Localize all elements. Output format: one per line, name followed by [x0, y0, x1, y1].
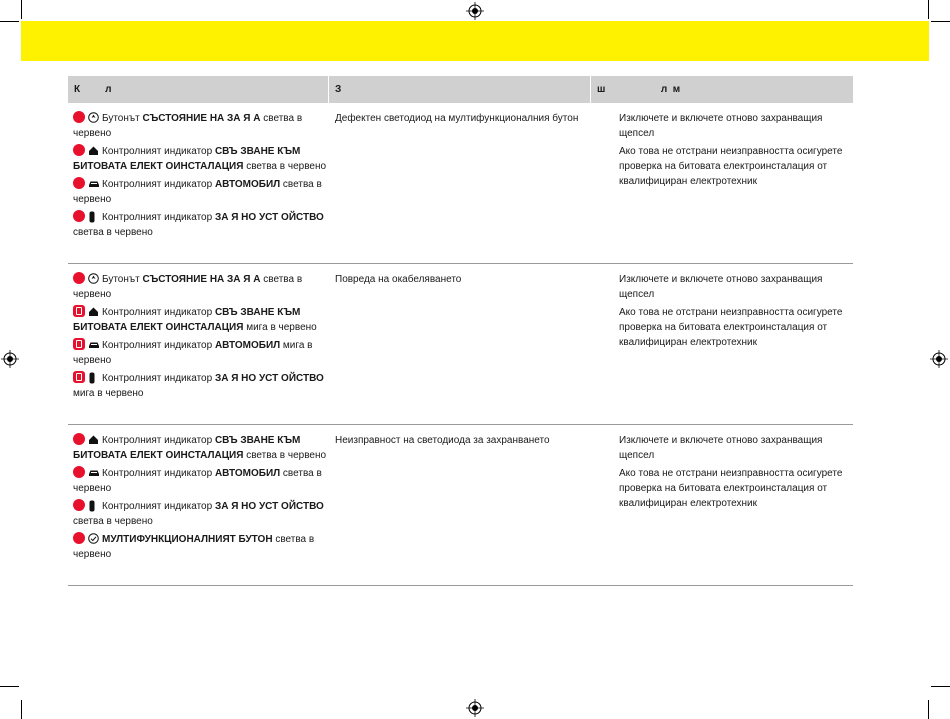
reason-text: Неизправност на светодиода за захранването [335, 435, 550, 446]
crop-mark [0, 686, 19, 687]
registration-mark-icon [466, 2, 484, 20]
indicator-state: мига в червено [73, 340, 313, 366]
indicator-state: светва в червено [243, 161, 327, 172]
remedy-text: Ако това не отстрани неизправността осигурете проверка на битовата електроинсталация от квалифициран електротехник [619, 468, 843, 509]
device-icon [88, 500, 99, 511]
indicator-state: светва в червено [73, 113, 303, 139]
header-cause: К л [68, 76, 329, 103]
remedy-cell [591, 425, 853, 585]
indicator-name: АВТОМОБИЛ [214, 179, 281, 190]
led-red-icon [73, 433, 85, 445]
reason-text: Повреда на окабеляването [335, 274, 462, 285]
indicator-state: светва в червено [73, 534, 315, 560]
indicator-state: светва в червено [243, 450, 327, 461]
crop-mark [928, 0, 929, 19]
indicator-entry [73, 499, 327, 529]
indicator-text: Контролният индикатор [102, 340, 215, 351]
led-blinking-icon [73, 371, 85, 383]
indicator-text: Бутонът [102, 113, 143, 124]
table-row [68, 425, 853, 586]
indicator-text: Контролният индикатор [102, 179, 215, 190]
reason-text: Дефектен светодиод на мултифункционалния бутон [335, 113, 579, 124]
table-row [68, 103, 853, 264]
indicator-text: Контролният индикатор [102, 468, 215, 479]
table-row [68, 264, 853, 425]
indicator-text: Контролният индикатор [102, 212, 215, 223]
multifunction-button-icon [88, 533, 99, 544]
house-icon [88, 145, 99, 156]
registration-mark-icon [466, 699, 484, 717]
indicator-name: СВЪ ЗВАНЕ КЪМ БИТОВАТА ЕЛЕКТ ОИНСТАЛАЦИЯ [73, 307, 301, 333]
indicator-text: Контролният индикатор [102, 501, 215, 512]
remedy-cell [591, 103, 853, 263]
indicator-name: СВЪ ЗВАНЕ КЪМ БИТОВАТА ЕЛЕКТ ОИНСТАЛАЦИЯ [73, 435, 301, 461]
crop-mark [928, 700, 929, 719]
indicator-name: ЗА Я НО УСТ ОЙСТВО [214, 373, 324, 384]
indicator-entry [73, 144, 327, 174]
indicator-state: мига в червено [73, 388, 144, 399]
crop-mark [21, 700, 22, 719]
indicator-entry [73, 466, 327, 496]
cause-cell [68, 103, 329, 263]
header-remedy: ш л м [597, 84, 681, 95]
car-icon [88, 339, 99, 350]
led-blinking-icon [73, 338, 85, 350]
registration-mark-icon [930, 350, 948, 368]
indicator-state: светва в червено [73, 227, 153, 238]
reason-cell [329, 103, 591, 263]
indicator-state: светва в червено [73, 274, 303, 300]
cause-cell [68, 425, 329, 585]
header-band [21, 21, 929, 61]
reason-cell [329, 264, 591, 424]
remedy-text: Изключете и включете отново захранващия щепсел [619, 274, 823, 300]
remedy-text: Изключете и включете отново захранващия щепсел [619, 435, 823, 461]
remedy-text: Изключете и включете отново захранващия щепсел [619, 113, 823, 139]
indicator-name: МУЛТИФУНКЦИОНАЛНИЯТ БУТОН [102, 534, 273, 545]
indicator-name: СЪСТОЯНИЕ НА ЗА Я А [142, 113, 261, 124]
state-button-icon [88, 273, 99, 284]
led-blinking-icon [73, 305, 85, 317]
indicator-entry [73, 177, 327, 207]
crop-mark [21, 0, 22, 19]
led-red-icon [73, 272, 85, 284]
indicator-entry [73, 532, 327, 562]
crop-mark [0, 21, 19, 22]
indicator-text: Контролният индикатор [102, 146, 215, 157]
indicator-name: АВТОМОБИЛ [214, 340, 281, 351]
troubleshooting-table [68, 76, 853, 586]
state-button-icon [88, 112, 99, 123]
car-icon [88, 467, 99, 478]
indicator-entry [73, 371, 327, 401]
led-red-icon [73, 466, 85, 478]
indicator-name: АВТОМОБИЛ [214, 468, 281, 479]
car-icon [88, 178, 99, 189]
indicator-state: светва в червено [73, 516, 153, 527]
header-reason: З [329, 76, 591, 103]
indicator-entry [73, 433, 327, 463]
indicator-name: ЗА Я НО УСТ ОЙСТВО [214, 212, 324, 223]
indicator-name: СЪСТОЯНИЕ НА ЗА Я А [142, 274, 261, 285]
indicator-entry [73, 305, 327, 335]
indicator-name: СВЪ ЗВАНЕ КЪМ БИТОВАТА ЕЛЕКТ ОИНСТАЛАЦИЯ [73, 146, 301, 172]
remedy-text: Ако това не отстрани неизправността осигурете проверка на битовата електроинсталация от квалифициран електротехник [619, 307, 843, 348]
indicator-text: Контролният индикатор [102, 435, 215, 446]
led-red-icon [73, 532, 85, 544]
cause-cell [68, 264, 329, 424]
indicator-entry [73, 111, 327, 141]
registration-mark-icon [1, 350, 19, 368]
device-icon [88, 372, 99, 383]
crop-mark [931, 686, 950, 687]
indicator-text: Контролният индикатор [102, 307, 215, 318]
remedy-text: Ако това не отстрани неизправността осигурете проверка на битовата електроинсталация от квалифициран електротехник [619, 146, 843, 187]
led-red-icon [73, 210, 85, 222]
remedy-cell [591, 264, 853, 424]
led-red-icon [73, 144, 85, 156]
indicator-text: Контролният индикатор [102, 373, 215, 384]
house-icon [88, 306, 99, 317]
indicator-entry [73, 338, 327, 368]
reason-cell [329, 425, 591, 585]
led-red-icon [73, 499, 85, 511]
crop-mark [931, 21, 950, 22]
indicator-state: мига в червено [243, 322, 317, 333]
indicator-entry [73, 210, 327, 240]
house-icon [88, 434, 99, 445]
indicator-entry [73, 272, 327, 302]
table-header [68, 76, 853, 103]
led-red-icon [73, 111, 85, 123]
indicator-text: Бутонът [102, 274, 143, 285]
table-body [68, 103, 853, 586]
indicator-state: светва в червено [73, 468, 322, 494]
device-icon [88, 211, 99, 222]
indicator-state: светва в червено [73, 179, 322, 205]
led-red-icon [73, 177, 85, 189]
indicator-name: ЗА Я НО УСТ ОЙСТВО [214, 501, 324, 512]
